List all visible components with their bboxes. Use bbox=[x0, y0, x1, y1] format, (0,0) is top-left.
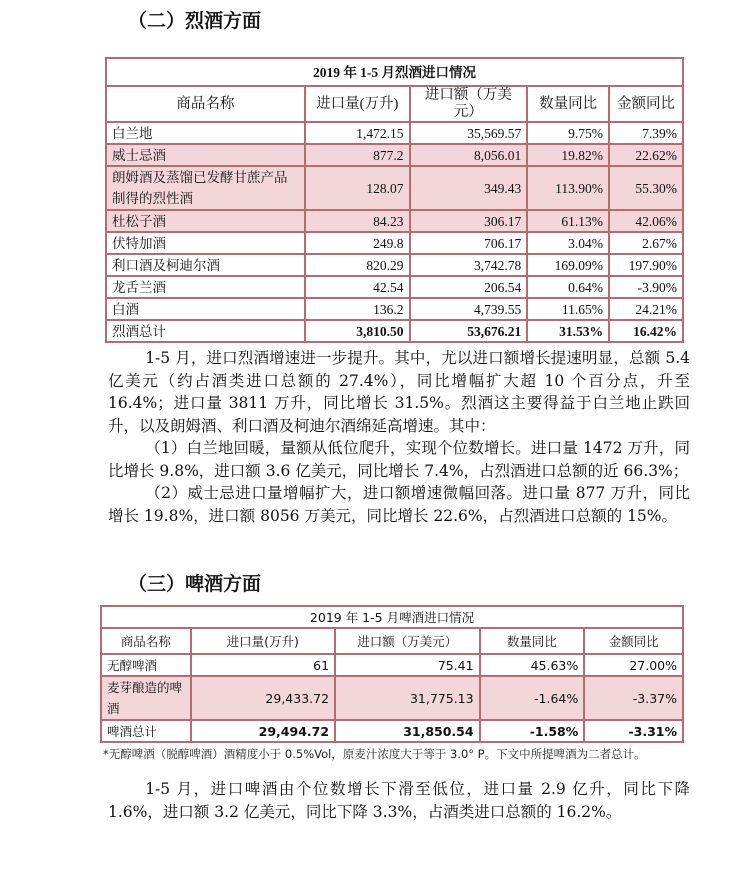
product-name-cell: 威士忌酒 bbox=[106, 144, 305, 166]
table-row bbox=[101, 676, 683, 720]
column-header: 数量同比 bbox=[480, 628, 585, 654]
product-name-cell: 伏特加酒 bbox=[106, 232, 305, 254]
product-name-cell: 白酒 bbox=[106, 298, 305, 320]
value-cell: 61.13% bbox=[527, 210, 609, 232]
beer-import-table bbox=[100, 605, 684, 743]
value-cell: 1,472.15 bbox=[305, 122, 410, 144]
value-cell: -3.90% bbox=[609, 276, 683, 298]
section-heading-beer: （三）啤酒方面 bbox=[128, 573, 262, 595]
value-cell: 61 bbox=[191, 654, 336, 676]
column-header: 商品名称 bbox=[101, 628, 191, 654]
value-cell: 31.53% bbox=[527, 320, 609, 342]
value-cell: 7.39% bbox=[609, 122, 683, 144]
column-header: 进口量(万升) bbox=[305, 86, 410, 122]
table-row bbox=[101, 720, 683, 742]
value-cell: 136.2 bbox=[305, 298, 410, 320]
product-name-cell: 无醇啤酒 bbox=[101, 654, 191, 676]
paragraph: 1-5 月，进口啤酒由个位数增长下滑至低位，进口量 2.9 亿升，同比下降 1.6%，进口额 3.2 亿美元，同比下降 3.3%，占酒类进口总额的 16.2%。 bbox=[108, 780, 690, 821]
paragraph: （1）白兰地回暖，量额从低位爬升，实现个位数增长。进口量 1472 万升，同比增长 9.8%，进口额 3.6 亿美元，同比增长 7.4%，占烈酒进口总额的近 66.3%； bbox=[108, 439, 690, 480]
value-cell: 2.67% bbox=[609, 232, 683, 254]
value-cell: 55.30% bbox=[609, 166, 683, 210]
value-cell: 29,494.72 bbox=[191, 720, 336, 742]
value-cell: 42.54 bbox=[305, 276, 410, 298]
value-cell: 27.00% bbox=[584, 654, 683, 676]
value-cell: 53,676.21 bbox=[410, 320, 528, 342]
column-header: 进口额（万美元） bbox=[335, 628, 480, 654]
value-cell: 3,810.50 bbox=[305, 320, 410, 342]
value-cell: -3.31% bbox=[584, 720, 683, 742]
value-cell: 169.09% bbox=[527, 254, 609, 276]
value-cell: 128.07 bbox=[305, 166, 410, 210]
value-cell: 8,056.01 bbox=[410, 144, 528, 166]
product-name-cell: 杜松子酒 bbox=[106, 210, 305, 232]
table-row bbox=[106, 210, 683, 232]
product-name-cell: 白兰地 bbox=[106, 122, 305, 144]
table-row bbox=[106, 320, 683, 342]
column-header: 数量同比 bbox=[527, 86, 609, 122]
value-cell: 706.17 bbox=[410, 232, 528, 254]
value-cell: 22.62% bbox=[609, 144, 683, 166]
value-cell: 3,742.78 bbox=[410, 254, 528, 276]
value-cell: -3.37% bbox=[584, 676, 683, 720]
value-cell: 16.42% bbox=[609, 320, 683, 342]
value-cell: 4,739.55 bbox=[410, 298, 528, 320]
value-cell: 45.63% bbox=[480, 654, 585, 676]
paragraph: （2）威士忌进口量增幅扩大，进口额增速微幅回落。进口量 877 万升，同比增长 19.8%，进口额 8056 万美元，同比增长 22.6%，占烈酒进口总额的 15%。 bbox=[108, 484, 690, 525]
table-title: 2019 年 1-5 月啤酒进口情况 bbox=[101, 606, 683, 628]
value-cell: 19.82% bbox=[527, 144, 609, 166]
table-row bbox=[101, 654, 683, 676]
value-cell: 3.04% bbox=[527, 232, 609, 254]
table-row bbox=[106, 144, 683, 166]
table-row bbox=[106, 166, 683, 210]
value-cell: 31,775.13 bbox=[335, 676, 480, 720]
value-cell: 249.8 bbox=[305, 232, 410, 254]
value-cell: 113.90% bbox=[527, 166, 609, 210]
paragraph: 1-5 月，进口烈酒增速进一步提升。其中，尤以进口额增长提速明显，总额 5.4 亿美元（约占酒类进口总额的 27.4%），同比增幅扩大超 10 个百分点，升至 16.4%；进口量 3811 万升，同比增长 31.5%。烈酒这主要得益于白兰地止跌回升，以及朗姆酒、利口酒及柯迪尔酒绵延高增速。其中： bbox=[108, 349, 690, 435]
column-header: 金额同比 bbox=[584, 628, 683, 654]
value-cell: 197.90% bbox=[609, 254, 683, 276]
footnote: *无醇啤酒（脱醇啤酒）酒精度小于 0.5%Vol，原麦汁浓度大于等于 3.0° P。下文中所提啤酒为二者总计。 bbox=[103, 747, 646, 761]
value-cell: 42.06% bbox=[609, 210, 683, 232]
table-row bbox=[106, 254, 683, 276]
table-row bbox=[106, 298, 683, 320]
value-cell: 75.41 bbox=[335, 654, 480, 676]
column-header: 金额同比 bbox=[609, 86, 683, 122]
table-row bbox=[106, 122, 683, 144]
value-cell: 11.65% bbox=[527, 298, 609, 320]
product-name-cell: 利口酒及柯迪尔酒 bbox=[106, 254, 305, 276]
value-cell: 35,569.57 bbox=[410, 122, 528, 144]
value-cell: 31,850.54 bbox=[335, 720, 480, 742]
product-name-cell: 朗姆酒及蒸馏已发酵甘蔗产品制得的烈性酒 bbox=[106, 166, 305, 210]
section-heading-spirits: （二）烈酒方面 bbox=[128, 10, 262, 32]
value-cell: -1.58% bbox=[480, 720, 585, 742]
value-cell: 820.29 bbox=[305, 254, 410, 276]
product-name-cell: 烈酒总计 bbox=[106, 320, 305, 342]
spirits-import-table bbox=[105, 57, 684, 343]
value-cell: 24.21% bbox=[609, 298, 683, 320]
table-row bbox=[106, 232, 683, 254]
product-name-cell: 龙舌兰酒 bbox=[106, 276, 305, 298]
table-row bbox=[106, 276, 683, 298]
value-cell: 306.17 bbox=[410, 210, 528, 232]
value-cell: 0.64% bbox=[527, 276, 609, 298]
column-header: 进口量(万升) bbox=[191, 628, 336, 654]
value-cell: 84.23 bbox=[305, 210, 410, 232]
product-name-cell: 麦芽酿造的啤酒 bbox=[101, 676, 191, 720]
value-cell: 9.75% bbox=[527, 122, 609, 144]
column-header: 进口额（万美元） bbox=[410, 86, 528, 122]
value-cell: 29,433.72 bbox=[191, 676, 336, 720]
value-cell: 349.43 bbox=[410, 166, 528, 210]
value-cell: -1.64% bbox=[480, 676, 585, 720]
value-cell: 206.54 bbox=[410, 276, 528, 298]
column-header: 商品名称 bbox=[106, 86, 305, 122]
value-cell: 877.2 bbox=[305, 144, 410, 166]
product-name-cell: 啤酒总计 bbox=[101, 720, 191, 742]
table-title: 2019 年 1-5 月烈酒进口情况 bbox=[106, 58, 683, 86]
